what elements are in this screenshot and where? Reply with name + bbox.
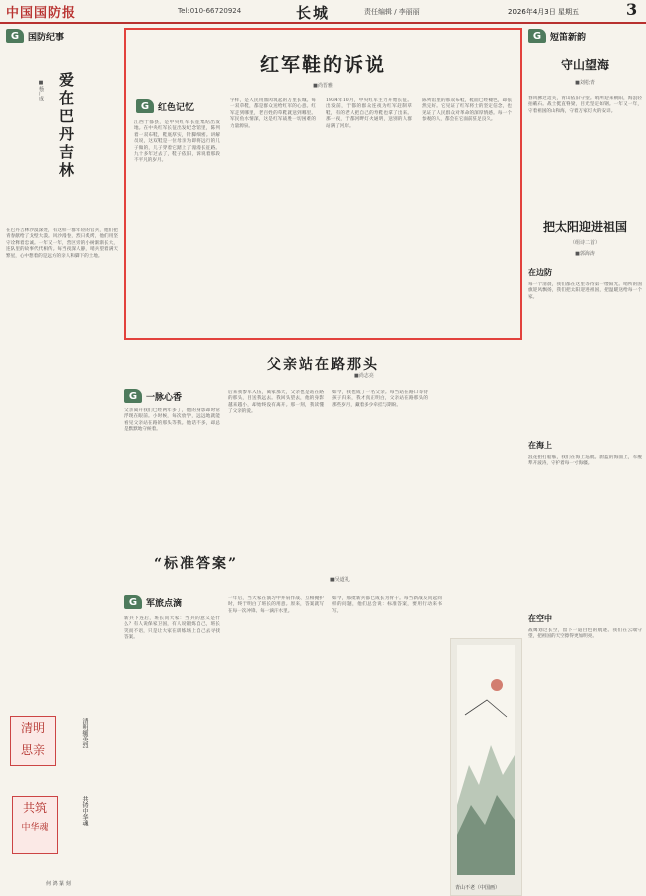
article-1-col-2: 字样，是人民用血肉筑起的万里长城。每一双草鞋，都是群众送给红军的心意。红军走到哪里，老百姓的草鞋就送到哪里。军民鱼水情深，这是红军战胜一切困难的力量源泉。 — [230, 98, 316, 129]
poem-part-2-body: 浪花拍打船舷，我们在海上巡航。蔚蓝的海面上，军舰犁开波涛，守护着每一寸海疆。 — [528, 455, 642, 467]
section-g-icon: G — [124, 595, 142, 609]
seal-caption-2: 共铸中华魂 — [81, 796, 88, 826]
poem-part-3-heading: 在空中 — [528, 613, 552, 623]
article-1-subsection: G 红色记忆 — [136, 98, 194, 114]
article-2-author: ■尚志亮 — [354, 373, 374, 379]
article-3-title: “标准答案” — [154, 556, 239, 572]
section-g-icon: G — [124, 389, 142, 403]
seal-credit: 何 鸿 篆 刻 — [46, 881, 71, 887]
section-label-right: G 短笛新韵 — [528, 28, 642, 44]
editor-credit: 责任编辑 / 李丽丽 — [364, 8, 420, 16]
article-3-col-1: 新兵下连后，班长问大家：当兵的意义是什么？有人说保家卫国，有人说锻炼自己，班长笑而不语，只是让大家在训练场上自己去寻找答案。 — [124, 616, 220, 641]
section-label-left: G 国防纪事 — [6, 28, 118, 44]
poem-1-author: ■刘松青 — [575, 80, 595, 86]
article-2-subsection: G 一脉心香 — [124, 388, 182, 404]
poem-part-1-body: 每一个清晨，我们都在这里等待第一缕阳光。哨所的国旗迎风飘扬，我们把太阳迎进祖国，把温暖送给每一个家。 — [528, 282, 642, 300]
painting-caption: 青山不老（中国画） — [455, 885, 501, 891]
article-1-col-4: 陈列馆里的那双布鞋，鞋面已经褪色，却依然完好。它见证了红军将士的坚定信念，也见证了人民群众对革命的深厚情感。每一个参观的人，都会在它面前驻足良久。 — [422, 98, 512, 123]
article-3-col-3: 如今，那批新兵都已成长为骨干。每当新战友问起同样的问题，他们总会说：标准答案，要用行动来书写。 — [332, 596, 442, 614]
article-2-col-2: 后来我参军入伍，离家那天，父亲也是站在路的那头，目送我远去。我回头望去，他的身影越来越小，却始终没有离开。那一刻，我读懂了父亲的爱。 — [228, 390, 324, 415]
telephone: Tel:010-66720924 — [178, 7, 242, 15]
poem-part-3-body: 战鹰划过长空，留下一道白色的航迹。我们在云端守望，把祖国的天空擦得更加明亮。 — [528, 628, 642, 640]
poem-2-title: 把太阳迎进祖国 — [542, 220, 627, 234]
right-column — [528, 28, 642, 883]
painting-green-mountains — [450, 638, 522, 896]
poem-part-2-heading: 在海上 — [528, 440, 552, 450]
article-1-col-1: 江西于都县，是中央红军长征集结出发地。在中央红军长征出发纪念馆里，陈列着一双布鞋，鞋底厚实，针脚细密。讲解员说，这双鞋是一位母亲为即将远行的儿子做的，儿子穿着它踏上了漫漫长征路。九十多年过去了，鞋子依旧，诉说着那段不平凡的岁月。 — [134, 120, 220, 164]
main-column — [124, 28, 522, 891]
section-g-icon: G — [528, 29, 546, 43]
section-g-icon: G — [136, 99, 154, 113]
article-3-author: ■吴道礼 — [330, 577, 350, 583]
article-2-title: 父亲站在路那头 — [267, 357, 379, 373]
seal-zhonghua: 共筑 中华魂 — [12, 796, 58, 854]
masthead — [0, 0, 646, 24]
article-3-subsection: G 军旅点滴 — [124, 594, 182, 610]
painting-image — [457, 645, 515, 875]
article-1-col-3: 1934年10月，中央红军主力开始长征。出发前，于都的群众连夜为红军赶制草鞋，有的老人把自己的寿鞋也拿了出来。那一夜，于都河畔灯火通明，送别的人群站满了河岸。 — [326, 98, 412, 129]
newspaper-logo: 中国国防报 — [6, 6, 77, 21]
left-article-body: 在巴丹吉林沙漠深处，有这样一群年轻的官兵，他们把青春献给了戈壁大漠。风沙漫卷，烈日炙烤，他们用坚守诠释着忠诚。一年又一年，营区旁的小树渐渐长大，连队里的故事代代相传。每当夜深人静，哨兵望着满天繁星，心中想着的是远方的亲人和脚下的土地。 — [6, 228, 118, 259]
poem-1-title: 守山望海 — [560, 58, 609, 72]
seal-qingming: 清明 思亲 — [10, 716, 56, 766]
article-1-title: 红军鞋的诉说 — [259, 54, 386, 76]
section-g-icon: G — [6, 29, 24, 43]
poem-part-1-heading: 在边防 — [528, 267, 552, 277]
article-1-author: ■尚晋雅 — [313, 83, 333, 89]
section-title: 长城 — [296, 4, 331, 22]
left-column — [6, 28, 118, 887]
article-red-army-shoes — [124, 28, 522, 340]
page-number: 3 — [626, 0, 638, 19]
poem-2-author: ■郭海涛 — [575, 251, 595, 257]
poem-2-subtitle: （组诗二首） — [569, 240, 600, 246]
article-3-col-2: 一年后，当大家在演习中并肩作战、互相掩护时，终于明白了班长的用意。原来，答案就写在每一次冲锋、每一滴汗水里。 — [228, 596, 324, 614]
article-2-col-1: 父亲离开我们已经两年多了，他的身影却时常浮现在眼前。小时候，每次放学，远远地就能看见父亲站在路的那头等我。他话不多，却总是默默地守候着。 — [124, 408, 220, 433]
left-article-author: ■杨广成 — [38, 80, 44, 101]
issue-date: 2026年4月3日 星期五 — [508, 8, 579, 16]
left-article-title: 爱在巴丹吉林 — [57, 72, 75, 180]
article-2-col-3: 如今，我也成了一名父亲。每当站在路口等待孩子归来，我才真正明白，父亲站在路那头的那些岁月，藏着多少牵挂与期盼。 — [332, 390, 428, 408]
poem-1-body: 春风拂过边关，青山依旧守望。哨所迎来朝阳，海浪轻拍礁石。战士挺直脊梁，目光坚定如钢。一年又一年，守着祖国的山和海，守着万家灯火的安详。 — [528, 96, 642, 114]
seal-caption-1: 清明缅英烈 — [81, 718, 88, 748]
